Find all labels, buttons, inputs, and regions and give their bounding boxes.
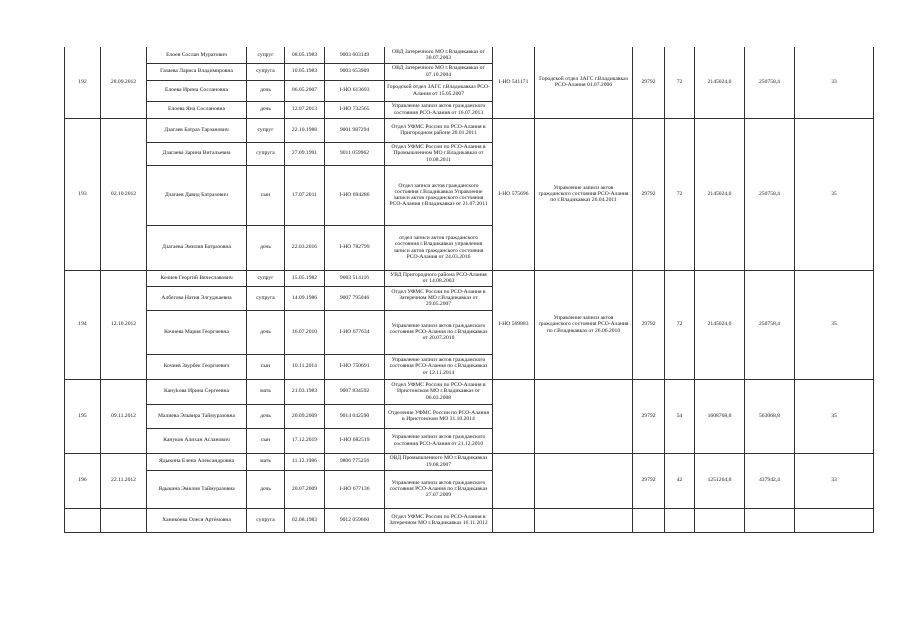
- member-birth-date: 02.08.1983: [285, 508, 325, 532]
- member-name: Елоева Ирина Сослановна: [147, 80, 247, 101]
- amount-part: 250758,4: [745, 47, 795, 118]
- member-name: Газаева Лариса Владимировна: [147, 63, 247, 80]
- member-issued-by: ОВД Затеречного МО г.Владикавказ от 30.07.2003: [385, 47, 493, 63]
- member-issued-by: Городской отдел ЗАГС г.Владикавказ РСО-Алания от 15.05.2007: [385, 80, 493, 101]
- member-name: Дзагаева Эмилия Батразовна: [147, 225, 247, 270]
- member-name: Албегова Натия Элгуджаевна: [147, 286, 247, 310]
- member-name: Елоева Яна Сослановна: [147, 101, 247, 118]
- member-birth-date: 08.05.1983: [285, 47, 325, 63]
- member-relation: сын: [247, 428, 285, 453]
- rate-value: 35: [795, 379, 874, 453]
- member-birth-date: 10.11.2014: [285, 354, 325, 379]
- member-issued-by: Управление записи актов гражданского состояния РСО-Алания по г.Владикавказ от 12.11.2014: [385, 354, 493, 379]
- rate-value: 33: [795, 453, 874, 508]
- member-document: I-НО 750691: [325, 354, 385, 379]
- member-issued-by: Отдел УФМС России по РСО-Алания в Иристонском МО г.Владикавказ от 06.03.2008: [385, 379, 493, 404]
- member-issued-by: отдел записи актов гражданского состояния г.Владикавказ управления записи актов гражданского состояния РСО-Алания от 24.03.2016: [385, 225, 493, 270]
- amount-total: 1251264,0: [695, 453, 745, 508]
- norm-value: [633, 508, 665, 532]
- member-issued-by: Управление записи актов гражданского состояния РСО-Алания от 16.07.2013: [385, 101, 493, 118]
- member-relation: сын: [247, 354, 285, 379]
- member-relation: супруг: [247, 47, 285, 63]
- member-name: Ядыкина Елена Александровна: [147, 453, 247, 470]
- record-date: 28.09.2012: [101, 47, 147, 118]
- marriage-registered-by: [535, 379, 633, 453]
- member-birth-date: 17.07.2011: [285, 165, 325, 225]
- member-relation: супруга: [247, 286, 285, 310]
- norm-value: 29792: [633, 118, 665, 270]
- amount-total: 2145024,0: [695, 270, 745, 379]
- register-table: [64, 47, 874, 533]
- norm-value: 29792: [633, 453, 665, 508]
- rate-value: [795, 508, 874, 532]
- member-birth-date: 20.07.2009: [285, 470, 325, 508]
- area-value: 72: [665, 270, 695, 379]
- member-issued-by: Управление записи актов гражданского состояния РСО-Алания по г.Владикавказ от 20.07.2010: [385, 310, 493, 354]
- member-name: Дзагаева Зарина Витальевна: [147, 142, 247, 165]
- member-name: Ханикоева Олеся Артёмовна: [147, 508, 247, 532]
- amount-total: 2145024,0: [695, 118, 745, 270]
- member-name: Дзагаев Давид Батразович: [147, 165, 247, 225]
- table-row: [65, 453, 874, 470]
- member-issued-by: Отделение УФМС России по РСО-Алания в Иристонском МО 31.10.2014: [385, 404, 493, 428]
- record-date: 12.10.2012: [101, 270, 147, 379]
- member-birth-date: 16.07.2010: [285, 310, 325, 354]
- marriage-registered-by: [535, 508, 633, 532]
- member-relation: супруга: [247, 142, 285, 165]
- norm-value: 29792: [633, 379, 665, 453]
- member-issued-by: Управление записи актов гражданского состояния РСО-Алания по г.Владикавказ 27.07.2009: [385, 470, 493, 508]
- member-document: 9003 603149: [325, 47, 385, 63]
- record-number: 196: [65, 453, 101, 508]
- member-name: Дзагаев Батраз Тарзанович: [147, 118, 247, 142]
- member-document: I-НО 694286: [325, 165, 385, 225]
- amount-total: 2145024,0: [695, 47, 745, 118]
- member-relation: сын: [247, 165, 285, 225]
- member-relation: дочь: [247, 404, 285, 428]
- marriage-registered-by: Городской отдел ЗАГС г.Владикавказ РСО-Алания 01.07.2006: [535, 47, 633, 118]
- member-relation: супруга: [247, 63, 285, 80]
- record-date: 22.11.2012: [101, 453, 147, 508]
- member-name: Кануков Алихан Асланович: [147, 428, 247, 453]
- member-document: 9003 653909: [325, 63, 385, 80]
- member-name: Ядыкина Эмилия Таймуразовна: [147, 470, 247, 508]
- member-relation: супруг: [247, 270, 285, 286]
- member-birth-date: 21.03.1983: [285, 379, 325, 404]
- record-date: 02.10.2012: [101, 118, 147, 270]
- area-value: 42: [665, 453, 695, 508]
- marriage-certificate: [493, 508, 535, 532]
- member-birth-date: 22.03.2016: [285, 225, 325, 270]
- member-birth-date: 14.09.1986: [285, 286, 325, 310]
- member-document: I-НО 677634: [325, 310, 385, 354]
- member-name: Кочиев Георгий Вячеславович: [147, 270, 247, 286]
- table-row: [65, 47, 874, 63]
- member-birth-date: 20.09.2009: [285, 404, 325, 428]
- member-birth-date: 11.12.1986: [285, 453, 325, 470]
- amount-total: 1608768,0: [695, 379, 745, 453]
- member-birth-date: 22.10.1988: [285, 118, 325, 142]
- rate-value: 35: [795, 270, 874, 379]
- table-row: [65, 508, 874, 532]
- member-relation: дочь: [247, 225, 285, 270]
- member-issued-by: ОВД Затеречного МО г.Владикавказ от 07.10.2004: [385, 63, 493, 80]
- member-document: 9014 042590: [325, 404, 385, 428]
- member-document: 9001 987294: [325, 118, 385, 142]
- marriage-registered-by: [535, 453, 633, 508]
- member-birth-date: 17.12.2019: [285, 428, 325, 453]
- norm-value: 29792: [633, 270, 665, 379]
- member-document: I-НО 682519: [325, 428, 385, 453]
- member-document: I-НО 677136: [325, 470, 385, 508]
- member-issued-by: Отдел УФМС России по РСО-Алания в Затеречном МО г.Владикавказ от 29.05.2007: [385, 286, 493, 310]
- member-relation: дочь: [247, 310, 285, 354]
- amount-part: [745, 508, 795, 532]
- member-issued-by: Отдел записи актов гражданского состояния г.Владикавказ Управление записи актов гражданского состояния РСО-Алания г.Владикавказ от 21.07.2011: [385, 165, 493, 225]
- record-date: [101, 508, 147, 532]
- member-issued-by: ОВД Промышленного МО г.Владикавказ 19.08.2007: [385, 453, 493, 470]
- member-document: I-НО 732565: [325, 101, 385, 118]
- member-relation: мать: [247, 379, 285, 404]
- member-document: 9007 795046: [325, 286, 385, 310]
- table-row: [65, 379, 874, 404]
- norm-value: 29792: [633, 47, 665, 118]
- member-birth-date: 12.07.2013: [285, 101, 325, 118]
- rate-value: 33: [795, 47, 874, 118]
- area-value: 72: [665, 118, 695, 270]
- amount-part: 250758,4: [745, 270, 795, 379]
- member-relation: дочь: [247, 80, 285, 101]
- amount-part: 250758,4: [745, 118, 795, 270]
- record-number: 193: [65, 118, 101, 270]
- member-name: Кочиева Мария Георгиевна: [147, 310, 247, 354]
- marriage-certificate: [493, 453, 535, 508]
- area-value: 72: [665, 47, 695, 118]
- record-number: [65, 508, 101, 532]
- record-date: 09.11.2012: [101, 379, 147, 453]
- member-document: 9012 059660: [325, 508, 385, 532]
- member-birth-date: 15.05.1982: [285, 270, 325, 286]
- member-issued-by: Управление записи актов гражданского состояния РСО-Алания от 21.12.2010: [385, 428, 493, 453]
- area-value: [665, 508, 695, 532]
- marriage-registered-by: Управление записи актов гражданского состояния РСО-Алания по г.Владикавказ от 26.06.2010: [535, 270, 633, 379]
- member-issued-by: Отдел УФМС России по РСО-Алания в Затеречном МО г.Владикавказ 16.11.2012: [385, 508, 493, 532]
- table-row: [65, 270, 874, 286]
- table-row: [65, 118, 874, 142]
- member-document: 9806 775256: [325, 453, 385, 470]
- member-relation: супруга: [247, 508, 285, 532]
- member-issued-by: УВД Пригородного района РСО-Алания от 14.08.2003: [385, 270, 493, 286]
- marriage-certificate: I-НО 569883: [493, 270, 535, 379]
- member-name: Кочиев Заурбек Георгиевич: [147, 354, 247, 379]
- member-name: Елоев Сослан Муратович: [147, 47, 247, 63]
- amount-part: 563068,8: [745, 379, 795, 453]
- member-document: 9003 514116: [325, 270, 385, 286]
- record-number: 195: [65, 379, 101, 453]
- member-relation: супруг: [247, 118, 285, 142]
- member-relation: мать: [247, 453, 285, 470]
- member-document: 9007 834592: [325, 379, 385, 404]
- amount-part: 437942,4: [745, 453, 795, 508]
- member-birth-date: 06.05.2007: [285, 80, 325, 101]
- member-issued-by: Отдел УФМС России по РСО-Алания в Пригородном районе 26.01.2011: [385, 118, 493, 142]
- record-number: 192: [65, 47, 101, 118]
- record-number: 194: [65, 270, 101, 379]
- marriage-certificate: I-НО 575696: [493, 118, 535, 270]
- member-birth-date: 27.09.1991: [285, 142, 325, 165]
- member-relation: дочь: [247, 101, 285, 118]
- member-name: Кануkова Ирина Сергеевна: [147, 379, 247, 404]
- marriage-certificate: [493, 379, 535, 453]
- area-value: 54: [665, 379, 695, 453]
- marriage-certificate: I-НО 541171: [493, 47, 535, 118]
- marriage-registered-by: Управление записи актов гражданского состояния РСО-Алания по г.Владикавказ 26.04.2011: [535, 118, 633, 270]
- member-issued-by: Отдел УФМС России по РСО-Алания в Промышленном МО г.Владикавказ от 10.08.2011: [385, 142, 493, 165]
- amount-total: [695, 508, 745, 532]
- member-birth-date: 10.05.1983: [285, 63, 325, 80]
- member-document: 9011 059962: [325, 142, 385, 165]
- member-name: Малиева Эльвира Таймуразовна: [147, 404, 247, 428]
- member-document: I-НО 782799: [325, 225, 385, 270]
- member-relation: дочь: [247, 470, 285, 508]
- rate-value: 35: [795, 118, 874, 270]
- member-document: I-НО 613693: [325, 80, 385, 101]
